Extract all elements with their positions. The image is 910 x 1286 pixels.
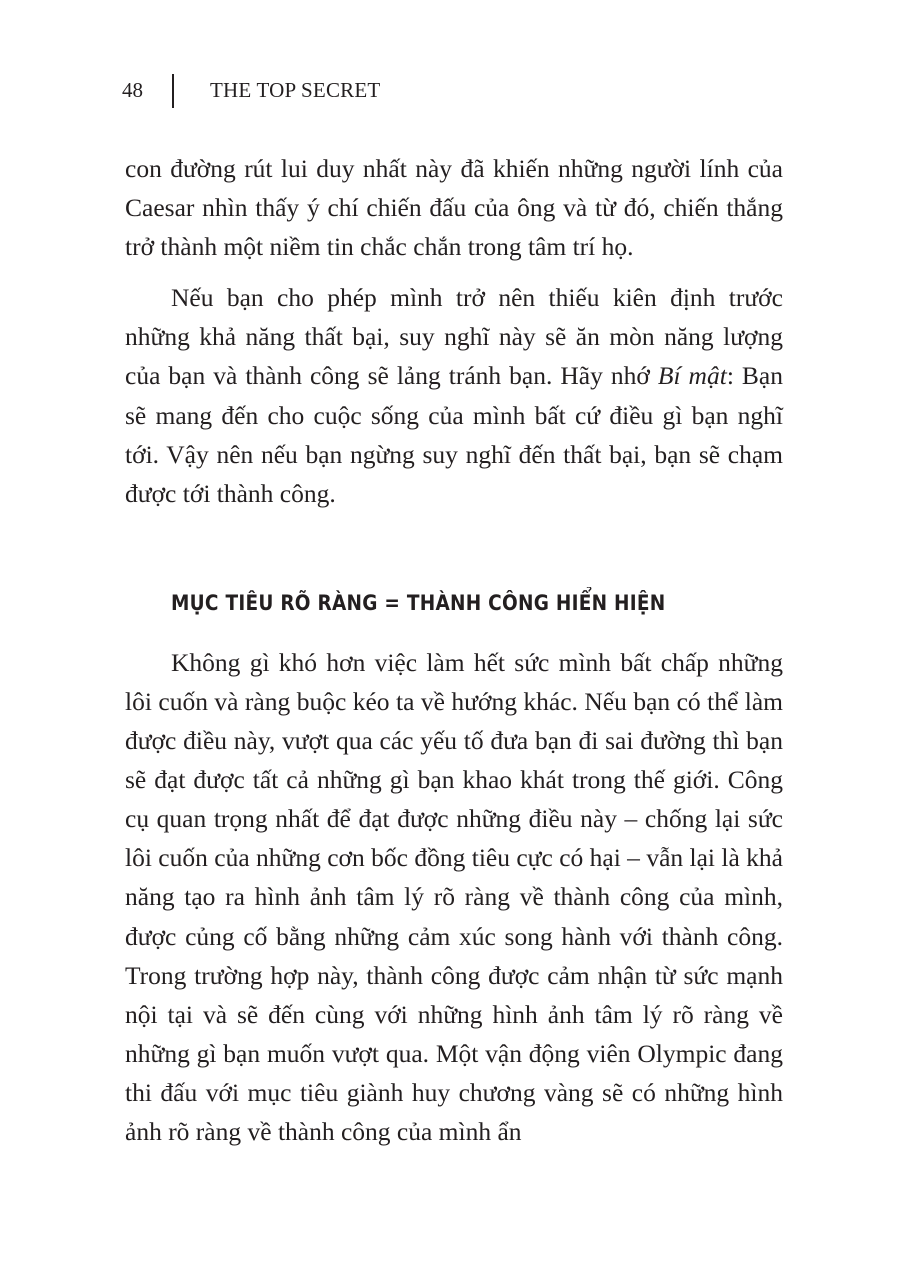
paragraph-clear-goals: Không gì khó hơn việc làm hết sức mình bất chấp những lôi cuốn và ràng buộc kéo ta về hướng khác. Nếu bạn có thể làm được điều này, vượt qua các yếu tố đưa bạn đi sai đường thì bạn sẽ đạt được tất cả những gì bạn khao khát trong thế giới. Công cụ quan trọng nhất để đạt được những điều này – chống lại sức lôi cuốn của những cơn bốc đồng tiêu cực có hại – vẫn lại là khả năng tạo ra hình ảnh tâm lý rõ ràng về thành công của mình, được củng cố bằng những cảm xúc song hành với thành công. Trong trường hợp này, thành công được cảm nhận từ sức mạnh nội tại và sẽ đến cùng với những hình ảnh tâm lý rõ ràng về những gì bạn muốn vượt qua. Một vận động viên Olympic đang thi đấu với mục tiêu giành huy chương vàng sẽ có những hình ảnh rõ ràng về thành công của mình ẩn: [125, 647, 783, 1146]
book-title-italic: Bí mật: [657, 361, 727, 391]
header-divider: [172, 74, 174, 108]
paragraph-secret: [125, 278, 783, 513]
paragraph-continued: con đường rút lui duy nhất này đã khiến những người lính của Caesar nhìn thấy ý chí chiến đấu của ông và từ đó, chiến thắng trở thành một niềm tin chắc chắn trong tâm trí họ.: [125, 154, 783, 262]
page-header: [0, 70, 910, 110]
page-number: 48: [122, 78, 143, 102]
paragraph-secret-text-end: : Bạn sẽ mang đến cho cuộc sống của mình bất cứ điều gì bạn nghĩ tới. Vậy nên nếu bạn ngừng suy nghĩ đến thất bại, bạn sẽ chạm được tới thành công.: [125, 361, 783, 508]
page-body: [125, 149, 783, 1151]
running-title: THE TOP SECRET: [210, 78, 381, 102]
section-heading: MỤC TIÊU RÕ RÀNG = THÀNH CÔNG HIỂN HIỆN: [171, 590, 666, 616]
paragraph-secret-text-start: Nếu bạn cho phép mình trở nên thiếu kiên định trước những khả năng thất bại, suy nghĩ này sẽ ăn mòn năng lượng của bạn và thành công sẽ lảng tránh bạn. Hãy nhớ: [125, 283, 783, 391]
